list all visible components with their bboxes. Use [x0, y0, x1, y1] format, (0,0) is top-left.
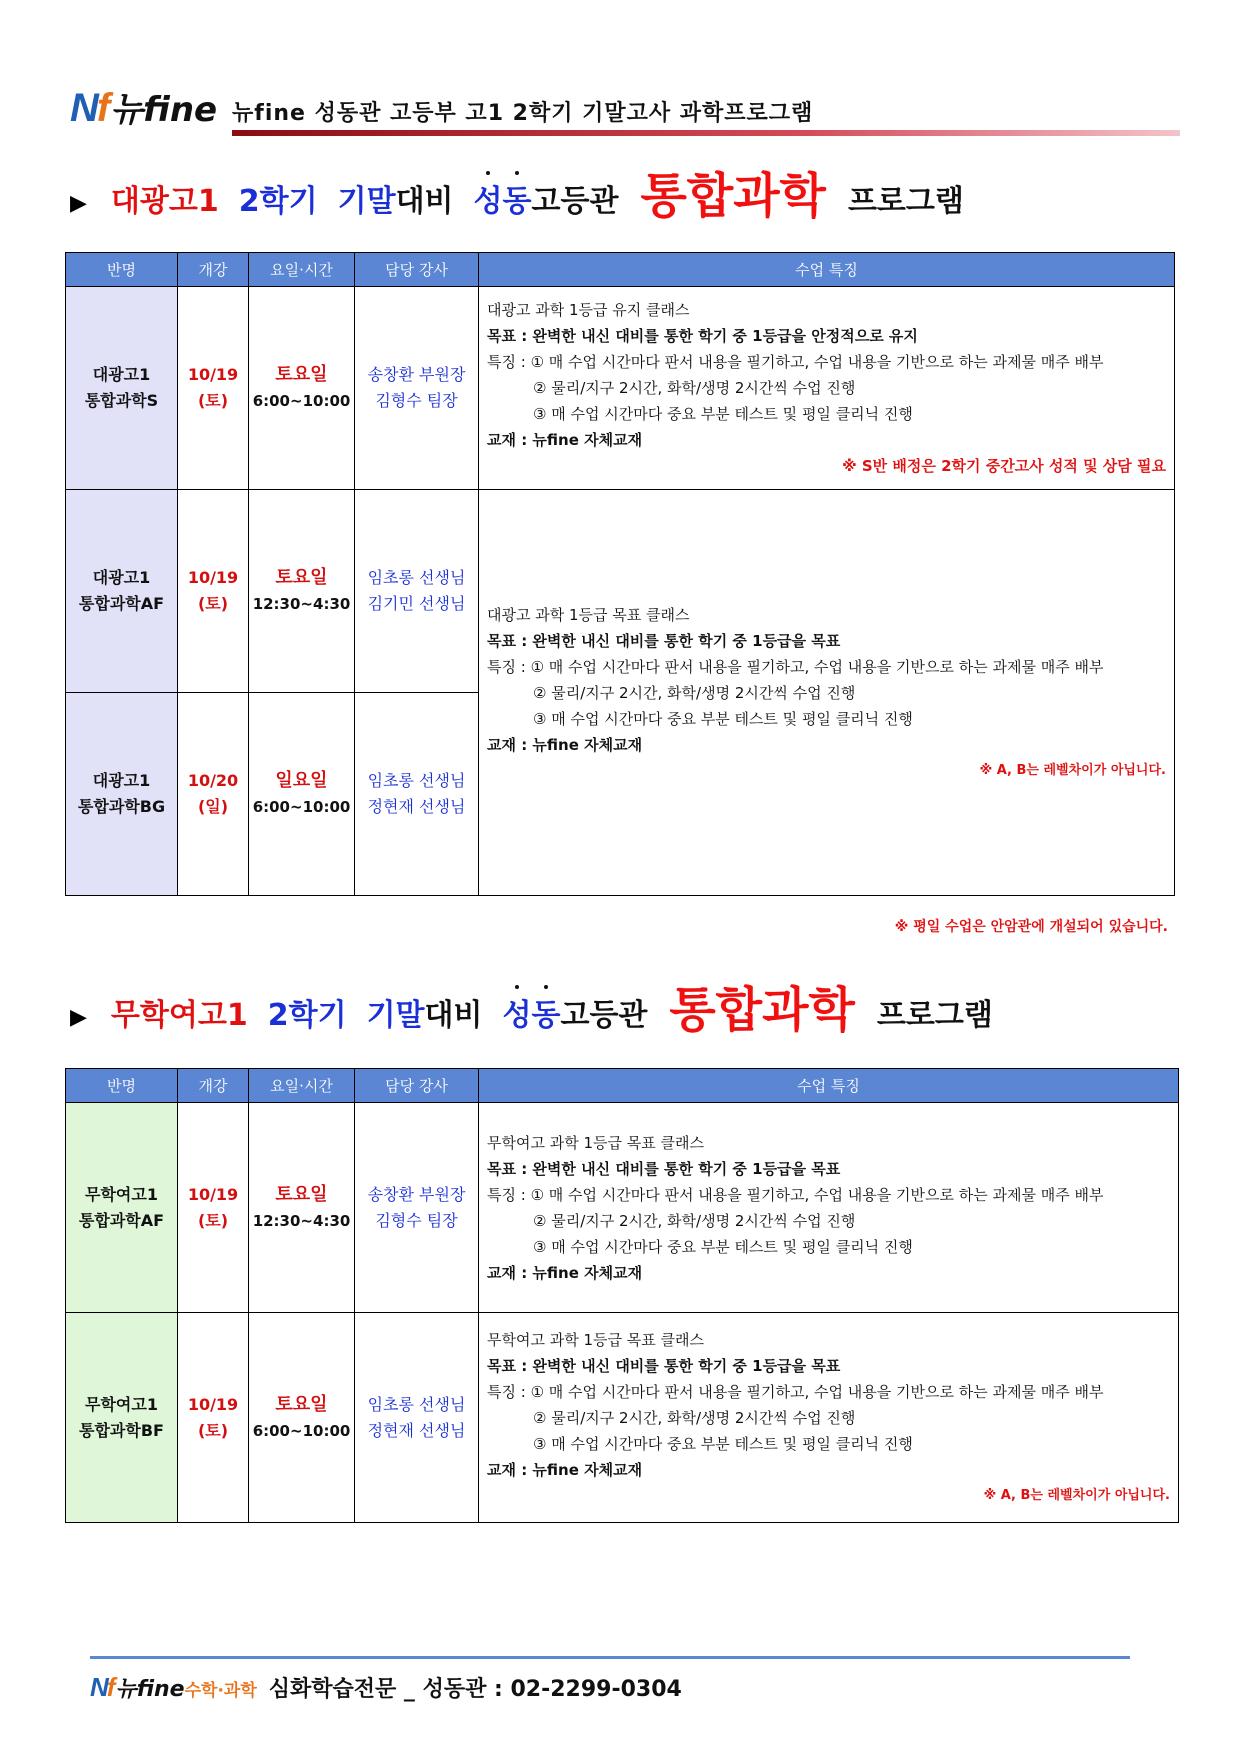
start-dow: (일): [197, 797, 229, 816]
feature-point-3: ③ 매 수업 시간마다 중요 부분 테스트 및 평일 클리닉 진행: [533, 1434, 913, 1453]
feature-title: 대광고 과학 1등급 목표 클래스: [487, 605, 690, 624]
section2-program: 프로그램: [876, 998, 993, 1033]
header-divider: [232, 130, 1180, 136]
start-date: 10/19: [187, 1184, 239, 1204]
section1-title: [70, 168, 964, 224]
logo-mark: Nf: [70, 86, 109, 130]
feature-point-1: 특징 : ① 매 수업 시간마다 판서 내용을 필기하고, 수업 내용을 기반으로 하는 과제물 매주 배부: [487, 353, 1104, 371]
start-date: 10/20: [187, 771, 239, 790]
col-header-time: 요일·시간: [249, 253, 355, 287]
start-dow: (토): [197, 391, 229, 410]
feature-goal: 목표 : 완벽한 내신 대비를 통한 학기 중 1등급을 목표: [487, 631, 841, 650]
class-day: 토요일: [275, 364, 328, 385]
feature-title: 대광고 과학 1등급 유지 클래스: [487, 301, 690, 319]
section2-semester: 2학기: [267, 998, 347, 1033]
feature-point-3: ③ 매 수업 시간마다 중요 부분 테스트 및 평일 클리닉 진행: [533, 405, 913, 423]
col-header-teacher: 담당 강사: [355, 1069, 479, 1103]
col-header-feature: 수업 특징: [479, 1069, 1179, 1103]
start-date: 10/19: [187, 568, 239, 587]
class-name-cell: [66, 287, 178, 490]
footer-logo-text: 뉴fine: [115, 1677, 185, 1702]
col-header-time: 요일·시간: [249, 1069, 355, 1103]
teacher-cell: [355, 1103, 479, 1313]
feature-note: ※ S반 배정은 2학기 중간고사 성적 및 상담 필요: [842, 457, 1166, 475]
class-course: 통합과학S: [84, 391, 159, 410]
class-course: 통합과학AF: [78, 594, 165, 613]
feature-cell: [479, 1103, 1179, 1313]
class-name-cell: [66, 1313, 178, 1523]
class-time: 6:00~10:00: [252, 798, 351, 816]
page-footer: [90, 1672, 682, 1703]
class-day: 토요일: [275, 1393, 328, 1415]
section1-program: 프로그램: [847, 184, 964, 219]
teacher-1: 임초롱 선생님: [367, 568, 466, 587]
start-dow: (토): [197, 1420, 229, 1440]
table-row: [66, 490, 1175, 693]
class-name-cell: [66, 1103, 178, 1313]
class-time: 6:00~10:00: [252, 1421, 351, 1440]
table-row: [66, 1313, 1179, 1523]
time-cell: [249, 490, 355, 693]
class-day: 토요일: [275, 567, 328, 588]
start-date-cell: [178, 1103, 249, 1313]
section2-exam-suffix: 대비: [424, 998, 483, 1033]
section2-title: [70, 982, 993, 1038]
feature-point-1: 특징 : ① 매 수업 시간마다 판서 내용을 필기하고, 수업 내용을 기반으로 하는 과제물 매주 배부: [487, 1382, 1104, 1401]
start-date-cell: [178, 693, 249, 896]
teacher-1: 임초롱 선생님: [367, 1394, 466, 1414]
class-day: 일요일: [275, 770, 328, 791]
section1-exam-suffix: 대비: [395, 184, 454, 219]
col-header-class: 반명: [66, 1069, 178, 1103]
teacher-cell: [355, 490, 479, 693]
feature-title: 무학여고 과학 1등급 목표 클래스: [487, 1133, 704, 1152]
section2-branch-c: 고등관: [560, 998, 648, 1033]
feature-note: ※ A, B는 레벨차이가 아닙니다.: [979, 762, 1166, 778]
feature-point-1: 특징 : ① 매 수업 시간마다 판서 내용을 필기하고, 수업 내용을 기반으로 하는 과제물 매주 배부: [487, 657, 1104, 676]
feature-point-2: ② 물리/지구 2시간, 화학/생명 2시간씩 수업 진행: [533, 683, 856, 702]
section1-exam: 기말: [337, 184, 396, 219]
teacher-2: 김형수 팀장: [375, 1210, 458, 1230]
start-dow: (토): [197, 1210, 229, 1230]
section1-school: 대광고1: [110, 184, 219, 219]
start-dow: (토): [197, 594, 229, 613]
teacher-2: 김기민 선생님: [367, 594, 466, 613]
teacher-cell: [355, 287, 479, 490]
feature-textbook: 교재 : 뉴fine 자체교재: [487, 1263, 643, 1282]
logo-text: 뉴fine: [110, 90, 218, 130]
feature-title: 무학여고 과학 1등급 목표 클래스: [487, 1330, 704, 1349]
class-time: 12:30~4:30: [252, 595, 351, 613]
feature-point-2: ② 물리/지구 2시간, 화학/생명 2시간씩 수업 진행: [533, 1211, 856, 1230]
start-date-cell: [178, 490, 249, 693]
class-school: 무학여고1: [85, 1184, 158, 1204]
class-school: 대광고1: [92, 771, 151, 790]
teacher-1: 임초롱 선생님: [367, 771, 466, 790]
section1-branch-c: 고등관: [531, 184, 619, 219]
teacher-1: 송창환 부원장: [367, 365, 466, 384]
section2-branch-a: 성: [503, 990, 532, 1034]
section1-branch-b: 동: [503, 176, 532, 220]
feature-point-3: ③ 매 수업 시간마다 중요 부분 테스트 및 평일 클리닉 진행: [533, 709, 913, 728]
header-title: 뉴fine 성동관 고등부 고1 2학기 기말고사 과학프로그램: [232, 101, 814, 126]
start-date: 10/19: [187, 1394, 239, 1414]
feature-textbook: 교재 : 뉴fine 자체교재: [487, 431, 643, 449]
feature-goal: 목표 : 완벽한 내신 대비를 통한 학기 중 1등급을 목표: [487, 1356, 841, 1375]
class-course: 통합과학AF: [78, 1210, 165, 1230]
table-header-row: [66, 253, 1175, 287]
time-cell: [249, 693, 355, 896]
class-school: 대광고1: [92, 568, 151, 587]
feature-point-1: 특징 : ① 매 수업 시간마다 판서 내용을 필기하고, 수업 내용을 기반으로 하는 과제물 매주 배부: [487, 1185, 1104, 1204]
feature-point-2: ② 물리/지구 2시간, 화학/생명 2시간씩 수업 진행: [533, 379, 856, 397]
start-date: 10/19: [187, 365, 239, 384]
teacher-1: 송창환 부원장: [367, 1184, 466, 1204]
footer-logo-mark: Nf: [90, 1672, 114, 1702]
feature-cell: [479, 1313, 1179, 1523]
teacher-cell: [355, 1313, 479, 1523]
class-time: 6:00~10:00: [252, 392, 351, 410]
footer-contact: 심화학습전문 _ 성동관 : 02-2299-0304: [268, 1677, 682, 1702]
col-header-start: 개강: [178, 253, 249, 287]
class-name-cell: [66, 693, 178, 896]
feature-goal: 목표 : 완벽한 내신 대비를 통한 학기 중 1등급을 안정적으로 유지: [487, 327, 918, 345]
class-course: 통합과학BG: [77, 797, 166, 816]
feature-cell: [479, 287, 1175, 490]
start-date-cell: [178, 287, 249, 490]
col-header-teacher: 담당 강사: [355, 253, 479, 287]
teacher-2: 정현재 선생님: [367, 1420, 466, 1440]
section2-school: 무학여고1: [110, 998, 248, 1033]
class-school: 대광고1: [92, 365, 151, 384]
section2-branch-b: 동: [531, 990, 560, 1034]
weekday-footnote: ※ 평일 수업은 안암관에 개설되어 있습니다.: [894, 919, 1168, 935]
arrow-icon: ▶: [70, 191, 87, 216]
page-header: [70, 82, 1180, 142]
feature-textbook: 교재 : 뉴fine 자체교재: [487, 1460, 643, 1479]
feature-textbook: 교재 : 뉴fine 자체교재: [487, 735, 643, 754]
teacher-2: 김형수 팀장: [375, 391, 458, 410]
teacher-cell: [355, 693, 479, 896]
col-header-feature: 수업 특징: [479, 253, 1175, 287]
col-header-start: 개강: [178, 1069, 249, 1103]
feature-note: ※ A, B는 레벨차이가 아닙니다.: [983, 1487, 1170, 1503]
time-cell: [249, 287, 355, 490]
class-school: 무학여고1: [85, 1394, 158, 1414]
section2-exam: 기말: [366, 998, 425, 1033]
brand-logo: [70, 82, 217, 131]
teacher-2: 정현재 선생님: [367, 797, 466, 816]
section1-branch-a: 성: [474, 176, 503, 220]
section1-subject: 통합과학: [640, 168, 826, 224]
class-name-cell: [66, 490, 178, 693]
footer-subjects: 수학·과학: [184, 1681, 257, 1701]
section2-subject: 통합과학: [669, 982, 855, 1038]
feature-point-2: ② 물리/지구 2시간, 화학/생명 2시간씩 수업 진행: [533, 1408, 856, 1427]
table-row: [66, 1103, 1179, 1313]
table-row: [66, 287, 1175, 490]
schedule-table-1: [65, 252, 1175, 896]
class-course: 통합과학BF: [79, 1420, 164, 1440]
section1-semester: 2학기: [238, 184, 318, 219]
class-day: 토요일: [275, 1183, 328, 1205]
start-date-cell: [178, 1313, 249, 1523]
col-header-class: 반명: [66, 253, 178, 287]
feature-cell: [479, 490, 1175, 896]
table-header-row: [66, 1069, 1179, 1103]
arrow-icon: ▶: [70, 1005, 87, 1030]
class-time: 12:30~4:30: [252, 1211, 351, 1230]
schedule-table-2: [65, 1068, 1179, 1523]
footer-divider: [90, 1656, 1130, 1659]
time-cell: [249, 1313, 355, 1523]
time-cell: [249, 1103, 355, 1313]
feature-point-3: ③ 매 수업 시간마다 중요 부분 테스트 및 평일 클리닉 진행: [533, 1237, 913, 1256]
feature-goal: 목표 : 완벽한 내신 대비를 통한 학기 중 1등급을 목표: [487, 1159, 841, 1178]
